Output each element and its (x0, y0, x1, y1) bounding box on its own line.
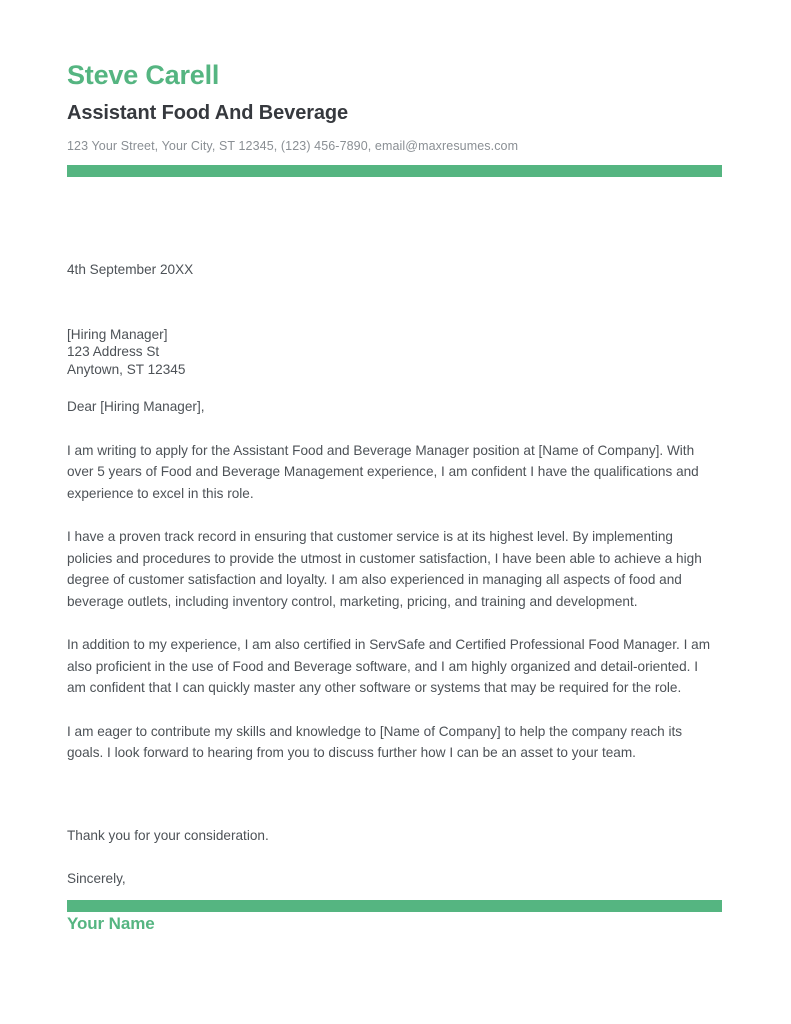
applicant-name: Steve Carell (67, 60, 220, 90)
letterhead-block (67, 0, 722, 155)
header-divider-rule (67, 165, 722, 177)
body-paragraph-4: I am eager to contribute my skills and knowledge to [Name of Company] to help the company reach its goals. I look forward to hearing from you to discuss further how I can be an asset to your team. (67, 723, 683, 760)
recipient-line-2: 123 Address St (67, 344, 160, 359)
salutation: Dear [Hiring Manager], (67, 399, 205, 414)
footer-divider-rule (67, 900, 722, 912)
contact-info-line: 123 Your Street, Your City, ST 12345, (123) 456-7890, email@maxresumes.com (67, 139, 519, 153)
recipient-line-1: [Hiring Manager] (67, 326, 168, 342)
closing-thanks: Thank you for your consideration. (67, 827, 269, 843)
letterhead (67, 0, 722, 155)
closing-sincerely: Sincerely, (67, 871, 126, 886)
job-title: Assistant Food And Beverage (67, 102, 349, 124)
body-paragraph-3: In addition to my experience, I am also certified in ServSafe and Certified Professional Food Manager. I am also proficient in the use of Food and Beverage software, and I am highly organized and detail-oriented. I am confident that I can quickly master any other software or systems that may be required for the role. (67, 637, 711, 695)
recipient-address-block (67, 326, 718, 379)
signature-name: Your Name (67, 913, 155, 933)
letter-date: 4th September 20XX (67, 262, 194, 277)
letter-body (67, 259, 718, 935)
body-paragraph-1: I am writing to apply for the Assistant Food and Beverage Manager position at [Name of Company]. With over 5 years of Food and Beverage Management experience, I am confident I have the qualifications and experience to excel in this role. (67, 442, 699, 501)
body-paragraph-2: I have a proven track record in ensuring that customer service is at its highest level. By implementing policies and procedures to provide the utmost in customer satisfaction, I have been able to achieve a high degree of customer satisfaction and loyalty. I am also experienced in managing all aspects of food and beverage outlets, including inventory control, marketing, pricing, and training and development. (67, 529, 702, 609)
recipient-line-3: Anytown, ST 12345 (67, 361, 186, 377)
